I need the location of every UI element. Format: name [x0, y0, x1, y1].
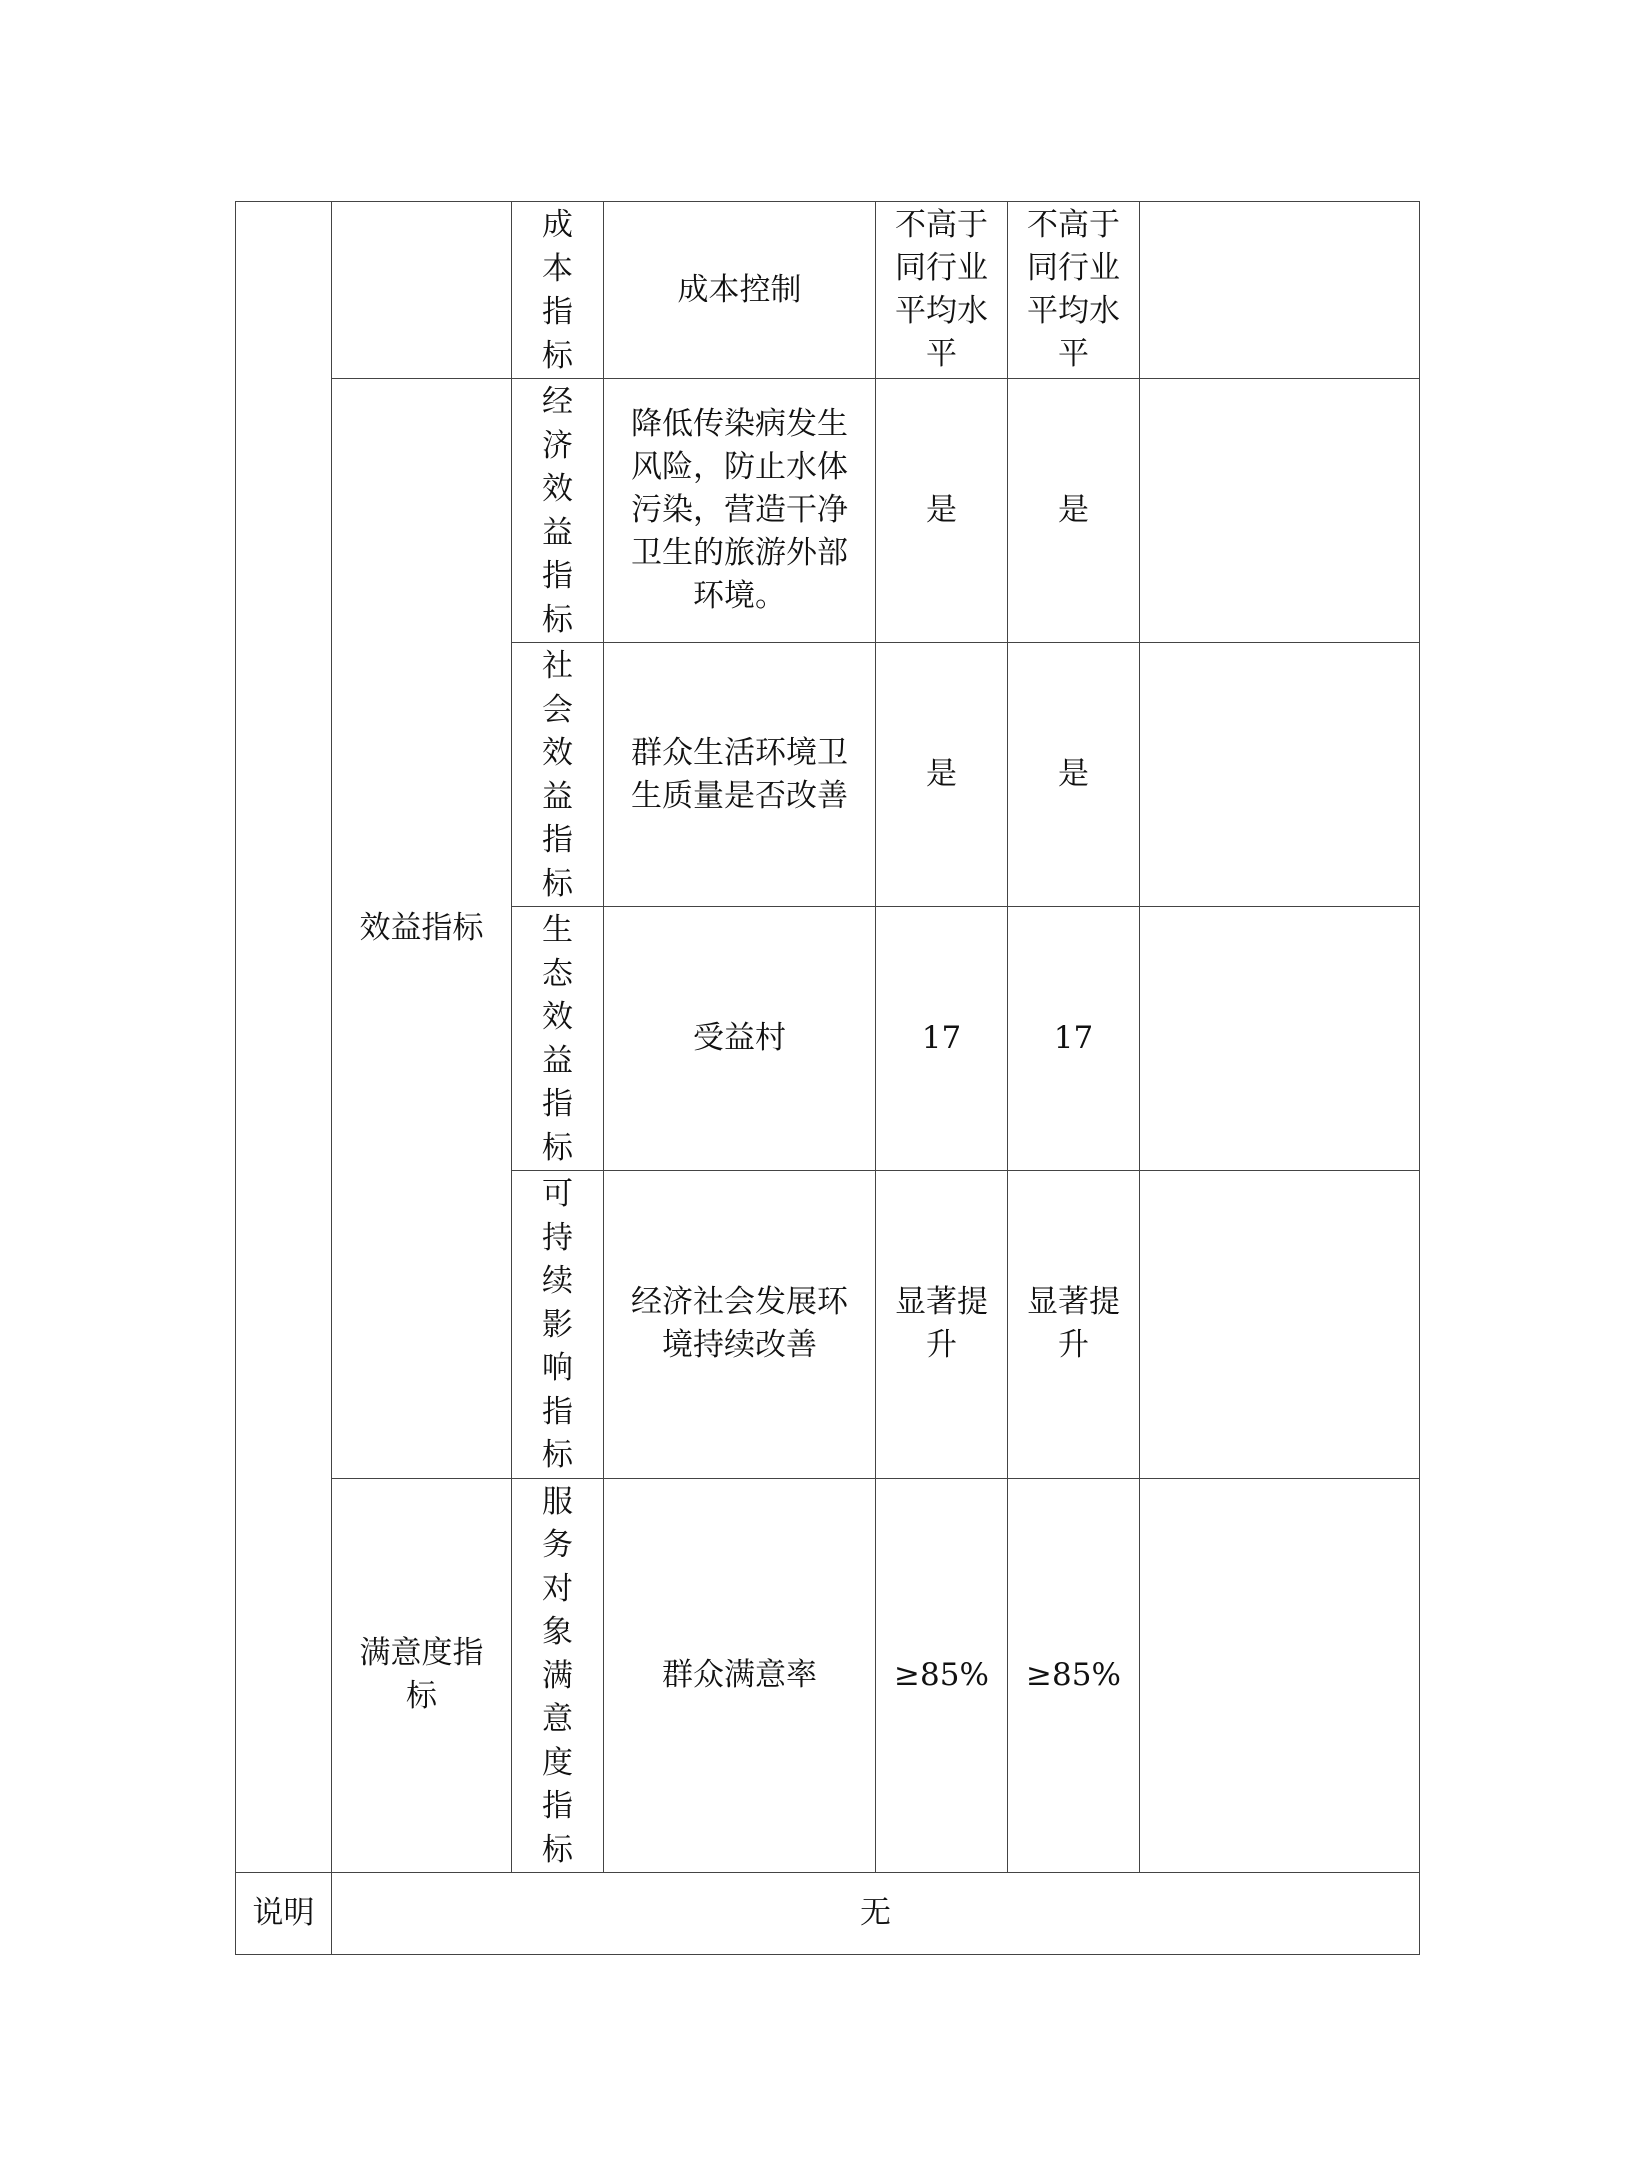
target-value-cell: 是	[876, 379, 1008, 643]
indicator-cell: 群众满意率	[604, 1478, 876, 1873]
actual-value-cell: 显著提升	[1008, 1171, 1140, 1479]
actual-value-cell: 是	[1008, 643, 1140, 907]
target-value-cell: 不高于同行业平均水平	[876, 202, 1008, 379]
indicator-cell: 经济社会发展环境持续改善	[604, 1171, 876, 1479]
second-level-category-cell-satisfaction: 满意度指标	[332, 1478, 512, 1873]
remark-cell	[1140, 643, 1420, 907]
indicator-cell: 群众生活环境卫生质量是否改善	[604, 643, 876, 907]
remark-cell	[1140, 1478, 1420, 1873]
target-value-cell: 显著提升	[876, 1171, 1008, 1479]
performance-indicator-table	[235, 201, 1420, 1955]
target-value-cell: 是	[876, 643, 1008, 907]
target-value-cell: 17	[876, 907, 1008, 1171]
indicator-cell: 受益村	[604, 907, 876, 1171]
remark-cell	[1140, 202, 1420, 379]
indicator-cell: 成本控制	[604, 202, 876, 379]
third-level-category-cell: 成本指标	[512, 202, 604, 379]
first-level-category-cell	[236, 202, 332, 1873]
actual-value-cell: 17	[1008, 907, 1140, 1171]
third-level-category-cell: 可持续影响指标	[512, 1171, 604, 1479]
third-level-category-cell: 经济效益指标	[512, 379, 604, 643]
third-level-category-cell: 生态效益指标	[512, 907, 604, 1171]
note-value-cell: 无	[332, 1873, 1420, 1955]
table-row-satisfaction	[236, 1478, 1420, 1873]
table-row-economic-benefit	[236, 379, 1420, 643]
actual-value-cell: 不高于同行业平均水平	[1008, 202, 1140, 379]
third-level-category-cell: 服务对象满意度指标	[512, 1478, 604, 1873]
remark-cell	[1140, 1171, 1420, 1479]
third-level-category-cell: 社会效益指标	[512, 643, 604, 907]
table-row-note	[236, 1873, 1420, 1955]
second-level-category-cell-cost	[332, 202, 512, 379]
actual-value-cell: ≥85%	[1008, 1478, 1140, 1873]
indicator-cell: 降低传染病发生风险，防止水体污染，营造干净卫生的旅游外部环境。	[604, 379, 876, 643]
note-label-cell: 说明	[236, 1873, 332, 1955]
second-level-category-cell-benefit: 效益指标	[332, 379, 512, 1479]
remark-cell	[1140, 379, 1420, 643]
target-value-cell: ≥85%	[876, 1478, 1008, 1873]
actual-value-cell: 是	[1008, 379, 1140, 643]
remark-cell	[1140, 907, 1420, 1171]
table-row-cost	[236, 202, 1420, 379]
